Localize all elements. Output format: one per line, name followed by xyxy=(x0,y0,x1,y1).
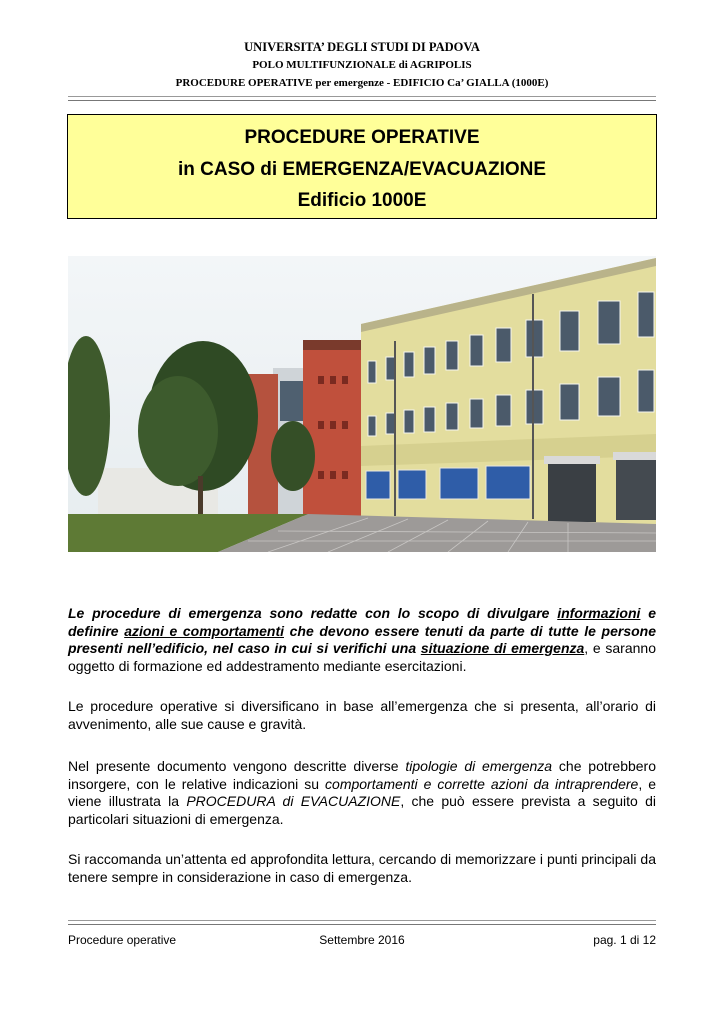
title-line-2: in CASO di EMERGENZA/EVACUAZIONE xyxy=(177,159,547,180)
intro-informazioni: informazioni xyxy=(557,605,641,621)
footer-divider xyxy=(68,920,656,925)
description-paragraph xyxy=(68,758,656,828)
footer-date: Settembre 2016 xyxy=(319,933,405,947)
title-box xyxy=(67,114,657,219)
intro-text-1: Le procedure di emergenza sono redatte con lo scopo di divulgare xyxy=(68,605,558,621)
building-photo xyxy=(68,256,656,552)
desc-text-2: che potrebbero insorgere, con le relative indicazioni su xyxy=(68,758,656,792)
intro-text-3: che devono essere tenuti da parte di tutte le persone presenti nell’edificio, nel caso in cui si verifichi una xyxy=(68,622,656,656)
header-polo: POLO MULTIFUNZIONALE di AGRIPOLIS xyxy=(252,59,472,71)
footer-page-number: pag. 1 di 12 xyxy=(593,933,656,947)
intro-text-4: , e saranno oggetto di formazione ed addestramento mediante esercitazioni. xyxy=(68,640,656,674)
recommendation-paragraph: Si raccomanda un’attenta ed approfondita lettura, cercando di memorizzare i punti principali da tenere sempre in considerazione in caso di emergenza. xyxy=(68,851,656,885)
desc-procedura: PROCEDURA di EVACUAZIONE xyxy=(186,793,401,809)
desc-comportamenti: comportamenti e corrette azioni da intraprendere xyxy=(325,775,639,792)
desc-tipologie: tipologie di emergenza xyxy=(405,758,553,774)
intro-paragraph xyxy=(68,605,656,675)
header-document: PROCEDURE OPERATIVE per emergenze - EDIFICIO Ca’ GIALLA (1000E) xyxy=(175,77,549,89)
title-line-1: PROCEDURE OPERATIVE xyxy=(244,127,480,148)
header-divider xyxy=(68,96,656,101)
desc-text-4: , che può essere prevista a seguito di particolari situazioni di emergenza. xyxy=(68,793,656,827)
intro-situazione: situazione di emergenza xyxy=(420,640,585,656)
intro-azioni: azioni e comportamenti xyxy=(124,622,284,639)
desc-text-3: , e viene illustrata la xyxy=(68,775,656,809)
diversification-paragraph: Le procedure operative si diversificano in base all’emergenza che si presenta, all’orario di avvenimento, alle sue cause e gravità. xyxy=(68,698,656,732)
footer-left: Procedure operative xyxy=(68,933,177,947)
header-university: UNIVERSITA’ DEGLI STUDI DI PADOVA xyxy=(244,40,480,54)
intro-text-2: e definire xyxy=(68,605,656,639)
desc-text-1: Nel presente documento vengono descritte diverse xyxy=(68,758,406,774)
title-line-3: Edificio 1000E xyxy=(297,190,427,211)
